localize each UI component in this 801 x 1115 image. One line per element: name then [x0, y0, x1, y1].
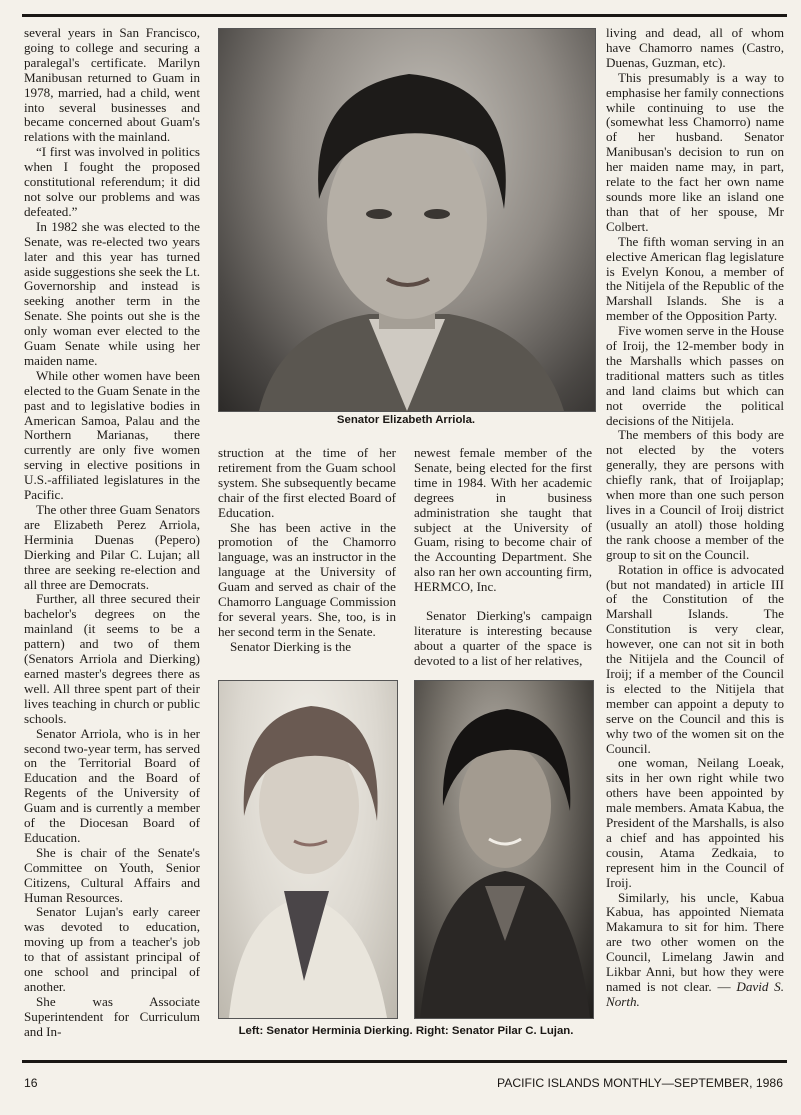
paragraph — [606, 891, 784, 1010]
paragraph: The other three Guam Senators are Elizabeth Perez Arriola, Herminia Duenas (Pepero) Dierking and Pilar C. Lujan; all three are seeking re-election and all three are Democrats. — [24, 502, 200, 592]
paragraph: While other women have been elected to the Guam Senate in the past and to legislative bodies in American Samoa, Palau and the Northern Marianas, there currently are only five women serving in elective positions in U.S.-affiliated legislatures in the Pacific. — [24, 367, 200, 503]
photo-caption-arriola: Senator Elizabeth Arriola. — [336, 414, 476, 426]
paragraph: She has been active in the promotion of the Chamorro language, was an instructor in the language at the University of Guam and served as chair of the Chamorro Language Commission for several years. She, too, is in her second term in the Senate. — [218, 519, 396, 639]
author-byline: David S. North. — [606, 979, 784, 1009]
paragraph: struction at the time of her retirement from the Guam school system. She subsequently became chair of the first elected Board of Education. — [218, 445, 396, 520]
paragraph: Rotation in office is advocated (but not mandated) in article III of the Constitution of the Marshall Islands. The Constitution is very clear, however, one can not sit in both the Nitijela and the Council of Iroij; if a member of the Council is elected to the Nitijela that member can appoint a deputy to serve on the Council and this is why two of the women sit on the Council. — [606, 561, 784, 756]
article-column-4 — [606, 26, 784, 1010]
paragraph: Senator Lujan's early career was devoted to education, moving up from a teacher's job to that of assistant principal of one school and principal of another. — [24, 904, 200, 994]
paragraph: Further, all three secured their bachelor's degrees on the mainland (it seems to be a pattern) and two of them (Senators Arriola and Dierking) earned master's degrees there as well. All three spent part of their lives teaching in church or public schools. — [24, 591, 200, 726]
paragraph: This presumably is a way to emphasise her family connections while continuing to use the (somewhat less Chamorro) name of her husband. Senator Manibusan's decision to run on her maiden name may, in part, relate to the fact her own name sounds more like an island one than that of her spouse, Mr Colbert. — [606, 69, 784, 234]
paragraph: The fifth woman serving in an elective American flag legislature is Evelyn Konou, a member of the Nitijela of the Republic of the Marshall Islands. She is a member of the Opposition Party. — [606, 233, 784, 324]
paragraph-text: Similarly, his uncle, Kabua Kabua, has appointed Niemata Makamura to sit for him. There are two other women on the Council, Limelang Jawin and Likbar Anni, but how they were named is not clear. — — [606, 889, 784, 994]
photo-senator-herminia-dierking — [218, 680, 398, 1019]
photo-caption-dierking-lujan: Left: Senator Herminia Dierking. Right: Senator Pilar C. Lujan. — [238, 1025, 574, 1037]
paragraph: one woman, Neilang Loeak, sits in her own right while two others have been appointed by male members. Amata Kabua, the President of the Marshalls, is also a chief and has appointed his cousin, Atama Zedkaia, to represent him in the Council of Iroij. — [606, 755, 784, 890]
paragraph: In 1982 she was elected to the Senate, was re-elected two years later and this year has turned aside suggestions she seek the Lt. Governorship and instead is seeking another term in the Senate. She points out she is the only woman ever elected to the Guam Senate while using her maiden name. — [24, 218, 201, 368]
paragraph: She is chair of the Senate's Committee on Youth, Senior Citizens, Cultural Affairs and Human Resources. — [24, 844, 200, 905]
portrait-illustration — [415, 681, 593, 1018]
paragraph: Senator Arriola, who is in her second two-year term, has served on the Territorial Board of Education and the Board of Regents of the University of Guam and is currently a member of the Diocesan Board of Education. — [24, 725, 200, 845]
paragraph: She was Associate Superintendent for Curriculum and In- — [24, 993, 200, 1039]
bottom-rule — [22, 1060, 787, 1063]
running-footer: PACIFIC ISLANDS MONTHLY—SEPTEMBER, 1986 — [496, 1076, 783, 1090]
photo-senator-pilar-lujan — [414, 680, 594, 1019]
top-rule — [22, 14, 787, 17]
portrait-illustration — [219, 681, 397, 1018]
article-column-1 — [24, 26, 200, 1040]
article-column-3 — [414, 446, 592, 669]
portrait-illustration — [219, 29, 595, 411]
page-number: 16 — [24, 1076, 38, 1090]
paragraph: newest female member of the Senate, being elected for the first time in 1984. With her academic degrees in business administration she taught that subject at the University of Guam, rising to become chair of the Accounting Department. She also ran her own accounting firm, HERMCO, Inc. — [414, 445, 592, 595]
photo-senator-elizabeth-arriola — [218, 28, 596, 412]
paragraph: Senator Dierking is the — [230, 638, 352, 654]
paragraph: The members of this body are not elected by the voters generally, they are persons with chiefly rank, that of Iroijaplap; when more than one such person lives in a Council of Iroij district (usually an atoll) those holding the rank choose a member of the group to sit on the Council. — [606, 427, 784, 562]
paragraph: living and dead, all of whom have Chamorro names (Castro, Duenas, Guzman, etc). — [606, 25, 784, 70]
paragraph: “I first was involved in politics when I fought the proposed constitutional referendum; it did not solve our problems and was defeated.” — [24, 144, 200, 219]
paragraph: several years in San Francisco, going to college and securing a paralegal's certificate. Marilyn Manibusan returned to Guam in 1978, married, had a child, went into several businesses and became concerned about Guam's relations with the mainland. — [24, 25, 200, 145]
article-column-2 — [218, 446, 396, 655]
paragraph: Five women serve in the House of Iroij, the 12-member body in the Marshalls which passes on traditional matters such as titles and land claims but which can not override the political decisions of the Nitijela. — [606, 323, 784, 428]
paragraph: Senator Dierking's campaign literature is interesting because about a quarter of the space is devoted to a list of her relatives, — [414, 608, 592, 668]
